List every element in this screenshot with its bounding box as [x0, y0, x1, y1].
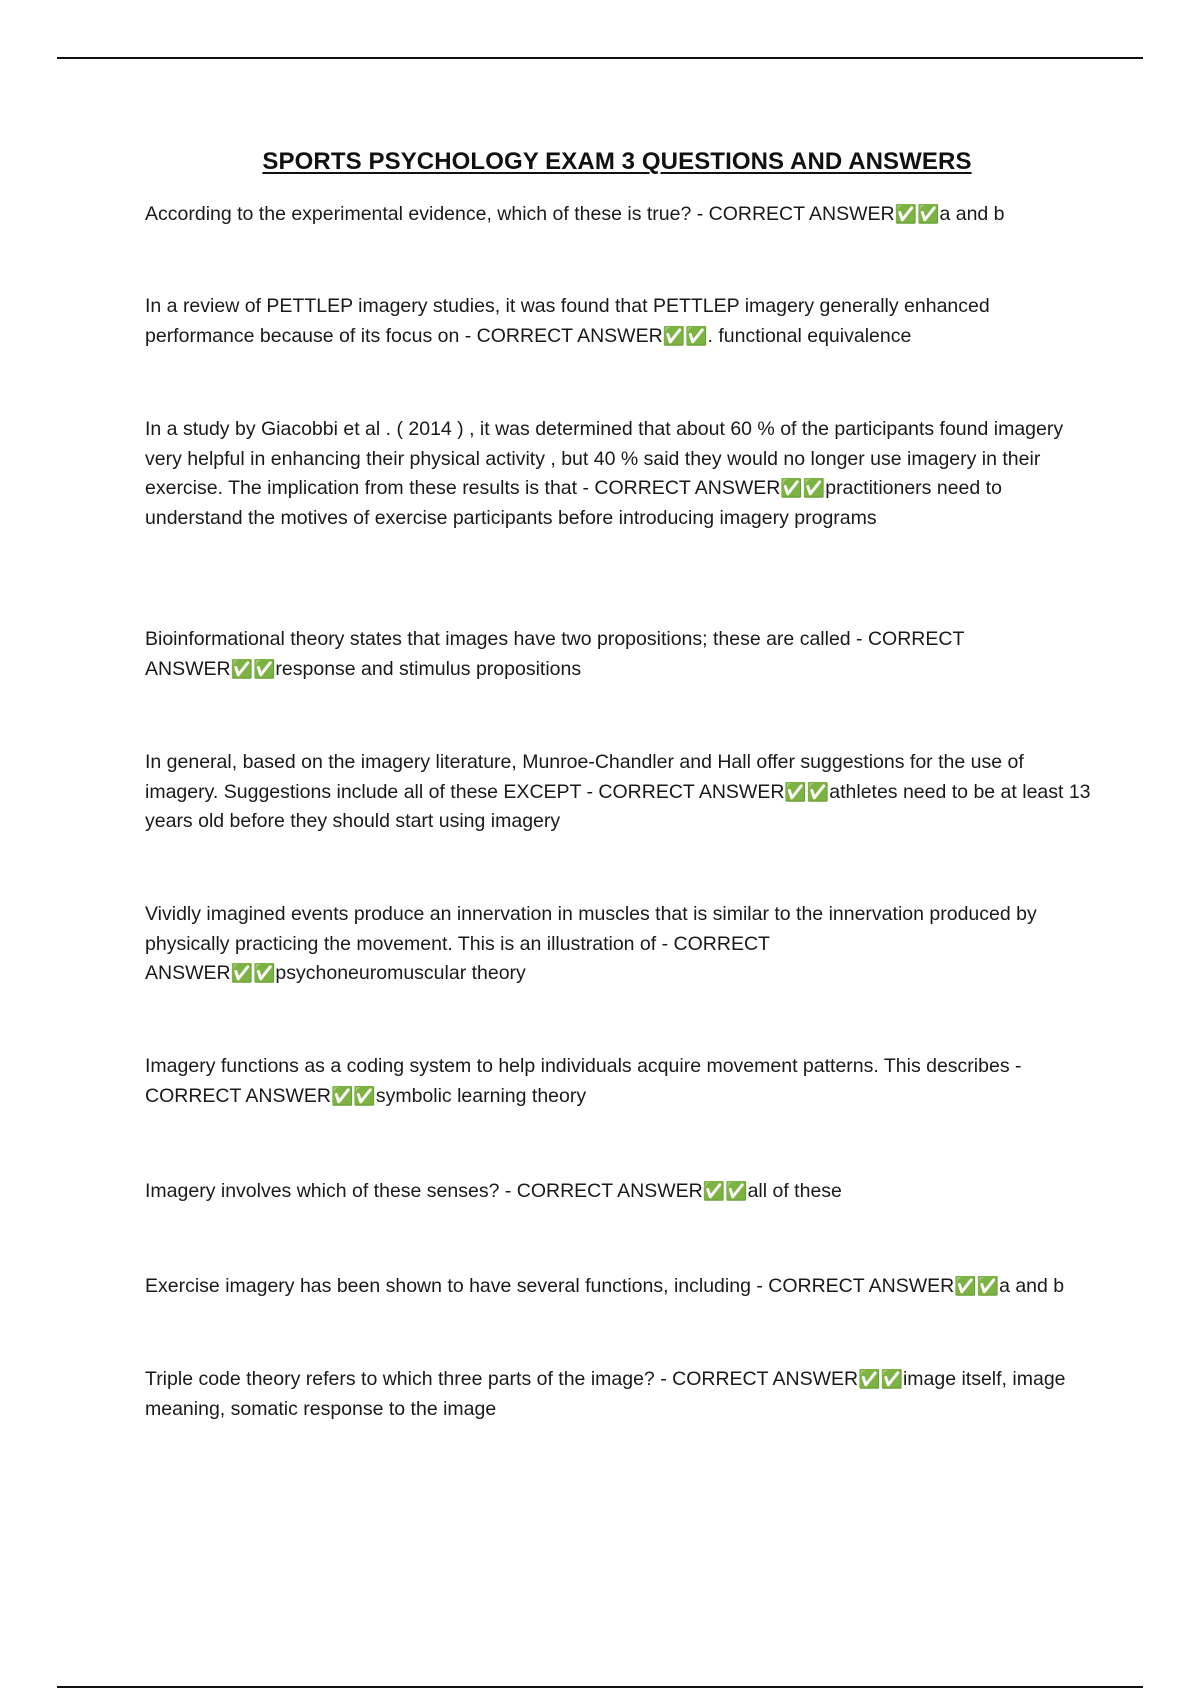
question-text: According to the experimental evidence, which of these is true? - CORRECT ANSWER: [145, 203, 895, 225]
top-rule: [57, 57, 1143, 59]
answer-text: a and b: [939, 203, 1005, 225]
qa-item: [145, 1365, 1095, 1424]
question-text: Bioinformational theory states that images have two propositions; these are called - CORRECT ANSWER: [145, 628, 965, 680]
double-check-icon: ✅✅: [858, 1369, 903, 1389]
double-check-icon: ✅✅: [230, 963, 276, 983]
answer-text: all of these: [747, 1180, 842, 1202]
qa-item: [145, 625, 1095, 684]
double-check-icon: ✅✅: [894, 204, 940, 224]
qa-item: [145, 748, 1095, 837]
answer-text: response and stimulus propositions: [275, 657, 582, 680]
double-check-icon: ✅✅: [954, 1276, 1000, 1296]
question-text: Imagery functions as a coding system to help individuals acquire movement patterns. This describes - CORRECT ANSWER: [145, 1055, 1022, 1107]
answer-text: . functional equivalence: [707, 324, 912, 347]
question-text: Vividly imagined events produce an innervation in muscles that is similar to the innervation produced by physically practicing the movement. This is an illustration of - CORRECT ANSWER: [145, 903, 1037, 984]
qa-item: [145, 200, 1095, 230]
question-text: Triple code theory refers to which three parts of the image? - CORRECT ANSWER: [145, 1368, 859, 1390]
qa-item: [145, 1052, 1095, 1111]
question-text: In general, based on the imagery literature, Munroe-Chandler and Hall offer suggestions for the use of imagery. Suggestions include all of these EXCEPT - CORRECT ANSWER: [145, 751, 1024, 803]
bottom-rule: [57, 1686, 1143, 1688]
answer-text: athletes need to be at least 13 years old before they should start using imagery: [145, 780, 1091, 832]
qa-item: [145, 292, 1095, 351]
question-text: Exercise imagery has been shown to have several functions, including - CORRECT ANSWER: [145, 1275, 955, 1297]
double-check-icon: ✅✅: [784, 781, 830, 802]
answer-text: symbolic learning theory: [375, 1084, 587, 1107]
double-check-icon: ✅✅: [230, 658, 276, 679]
answer-text: psychoneuromuscular theory: [275, 962, 526, 984]
qa-item: [145, 415, 1095, 533]
page-title: SPORTS PSYCHOLOGY EXAM 3 QUESTIONS AND ANSWERS: [262, 148, 972, 175]
answer-text: image itself, image meaning, somatic response to the image: [145, 1368, 1066, 1420]
double-check-icon: ✅✅: [702, 1181, 748, 1201]
double-check-icon: ✅✅: [331, 1085, 376, 1106]
question-text: Imagery involves which of these senses? - CORRECT ANSWER: [145, 1180, 703, 1202]
double-check-icon: ✅✅: [662, 325, 708, 346]
question-text: In a study by Giacobbi et al . ( 2014 ) , it was determined that about 60 % of the participants found imagery very helpful in enhancing their physical activity , but 40 % said they would no longer use imagery in their exercise. The implication from these results is that - CORRECT ANSWER: [145, 418, 1064, 499]
double-check-icon: ✅✅: [780, 478, 826, 498]
qa-item: [145, 1177, 1095, 1207]
qa-item: [145, 1272, 1095, 1302]
question-text: In a review of PETTLEP imagery studies, it was found that PETTLEP imagery generally enhanced performance because of its focus on - CORRECT ANSWER: [145, 295, 990, 347]
answer-text: practitioners need to understand the motives of exercise participants before introducing imagery programs: [145, 477, 1002, 529]
answer-text: a and b: [999, 1275, 1065, 1297]
qa-item: [145, 900, 1095, 989]
